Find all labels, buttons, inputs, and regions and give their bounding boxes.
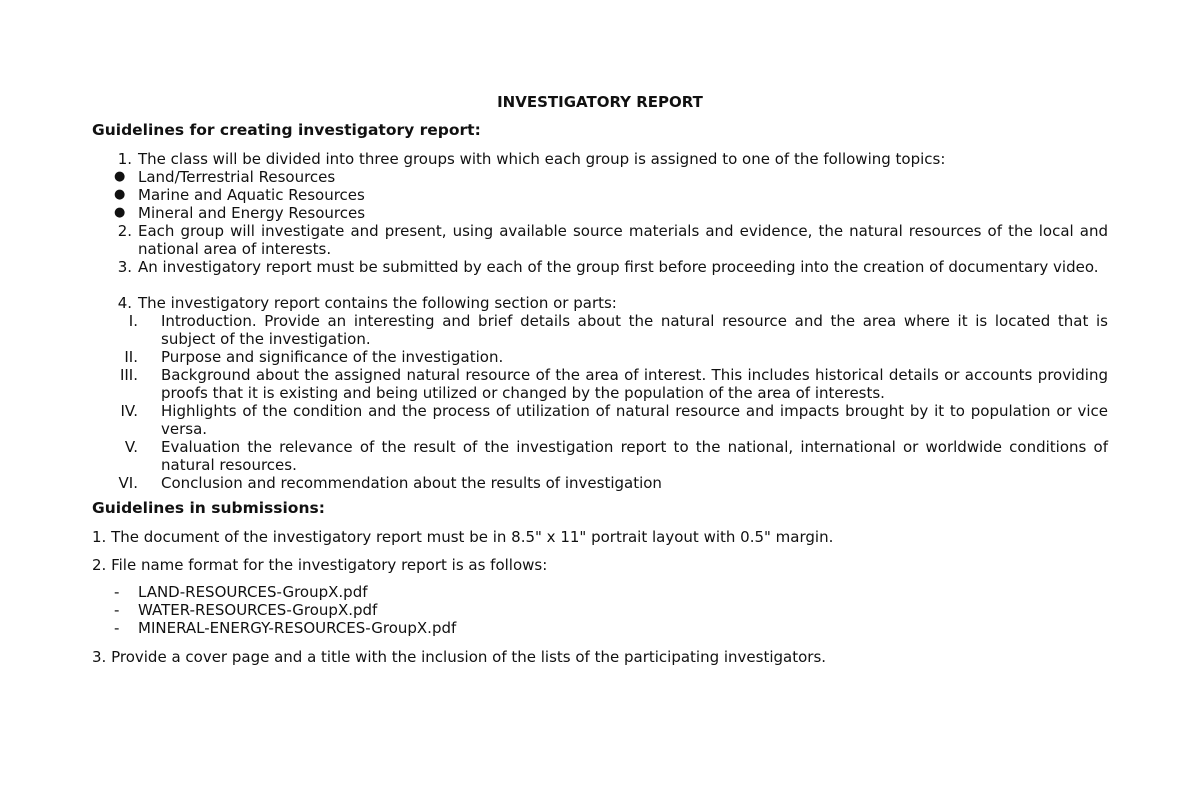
topic-list-item [0,168,1200,186]
list-item [0,294,1200,312]
dash-bullet: - [114,619,120,637]
creating-guidelines-list [0,150,1200,492]
file-name-item [0,619,1200,637]
topic-text: Land/Terrestrial Resources [138,168,336,186]
topic-text: Marine and Aquatic Resources [138,186,365,204]
list-number: 4. [117,294,132,312]
file-name-text: MINERAL-ENERGY-RESOURCES-GroupX.pdf [138,619,457,637]
list-item [0,222,1200,258]
document-title: INVESTIGATORY REPORT [497,93,703,111]
part-list-item [0,474,1200,492]
part-text: Highlights of the condition and the process of utilization of natural resource and impacts brought by it to population or vice versa. [161,402,1108,438]
roman-number: VI. [118,474,138,492]
list-number: 2. [117,222,132,240]
submission-guideline-2: 2. File name format for the investigatory report is as follows: [92,556,548,574]
bullet-icon: ● [114,169,126,184]
dash-bullet: - [114,583,120,601]
part-list-item [0,366,1200,402]
roman-number: III. [119,366,138,384]
roman-number: V. [124,438,138,456]
file-name-text: WATER-RESOURCES-GroupX.pdf [138,601,378,619]
part-list-item [0,438,1200,474]
list-item [0,258,1200,294]
section-heading-submissions: Guidelines in submissions: [92,499,325,517]
part-text: Evaluation the relevance of the result of the investigation report to the national, international or worldwide conditions of natural resources. [161,438,1108,474]
submission-guideline-1: 1. The document of the investigatory report must be in 8.5" x 11" portrait layout with 0.5" margin. [92,528,834,546]
bullet-icon: ● [114,205,126,220]
topic-text: Mineral and Energy Resources [138,204,366,222]
list-item-text: An investigatory report must be submitted by each of the group first before proceeding into the creation of documentary video. [138,258,1099,276]
part-list-item [0,312,1200,348]
part-text: Background about the assigned natural resource of the area of interest. This includes historical details or accounts providing proofs that it is existing and being utilized or changed by the population of the area of interests. [161,366,1108,402]
list-item-text: Each group will investigate and present, using available source materials and evidence, the natural resources of the local and national area of interests. [138,222,1108,258]
part-text: Purpose and significance of the investigation. [161,348,504,366]
submission-guideline-3: 3. Provide a cover page and a title with the inclusion of the lists of the participating investigators. [92,648,827,666]
roman-number: II. [124,348,138,366]
section-heading-creating: Guidelines for creating investigatory report: [92,121,481,139]
roman-number: IV. [120,402,138,420]
file-name-item [0,583,1200,601]
part-text: Introduction. Provide an interesting and brief details about the natural resource and the area where it is located that is subject of the investigation. [161,312,1108,348]
dash-bullet: - [114,601,120,619]
part-list-item [0,402,1200,438]
part-list-item [0,348,1200,366]
file-name-list [0,583,1200,637]
topic-list-item [0,204,1200,222]
list-item-text: The class will be divided into three groups with which each group is assigned to one of the following topics: [138,150,946,168]
list-number: 3. [117,258,132,276]
roman-number: I. [128,312,138,330]
part-text: Conclusion and recommendation about the results of investigation [161,474,662,492]
file-name-item [0,601,1200,619]
list-item-text: The investigatory report contains the following section or parts: [138,294,617,312]
file-name-text: LAND-RESOURCES-GroupX.pdf [138,583,368,601]
list-item [0,150,1200,168]
topic-list-item [0,186,1200,204]
bullet-icon: ● [114,187,126,202]
list-number: 1. [117,150,132,168]
